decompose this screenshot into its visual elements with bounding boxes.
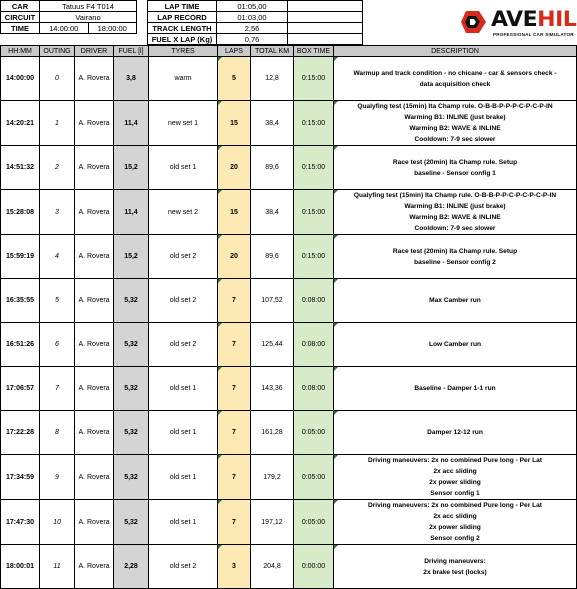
description-line: Low Camber run — [428, 341, 482, 348]
description-cell — [334, 57, 577, 101]
description-line: Warming B2: WAVE & INLINE — [409, 214, 501, 221]
comment-marker-icon — [334, 545, 338, 549]
fuel-cell: 11,4 — [114, 101, 149, 146]
description-cell — [334, 279, 577, 323]
description-line: Driving maneuvers: 2x no combined Pure long - Per Lat — [367, 502, 543, 509]
description-line: 2x acc sliding — [433, 468, 477, 475]
fuel-lap-value: 0,76 — [217, 34, 288, 45]
description-line: 2x acc sliding — [433, 513, 477, 520]
column-header: OUTING — [40, 46, 75, 57]
outing-cell: 7 — [40, 367, 75, 411]
circuit-label: CIRCUIT — [1, 12, 40, 23]
total-km-cell: 161,28 — [251, 411, 294, 455]
description-line: data acquisition check — [419, 80, 491, 88]
description-line: Qualyfing test (15min) Ita Champ rule. O-B-B-P-P-P-C-P-C-P-IN — [357, 103, 553, 110]
box-time-cell: 0:05:00 — [294, 411, 334, 455]
laps-cell: 7 — [218, 367, 251, 411]
description-cell — [334, 500, 577, 545]
tyres-cell: old set 2 — [149, 235, 218, 279]
lap-info-table — [147, 0, 363, 45]
comment-marker-icon — [218, 411, 222, 415]
description-line: Warmup and track condition - no chicane - car & sensors check - — [353, 69, 557, 77]
driver-cell: A. Rovera — [75, 235, 114, 279]
comment-marker-icon — [334, 367, 338, 371]
table-row — [1, 323, 577, 367]
total-km-cell: 197,12 — [251, 500, 294, 545]
description-line: baseline - Sensor config 1 — [414, 169, 496, 177]
description-line: Warming B1: INLINE (just brake) — [404, 203, 506, 210]
avehil-logo — [453, 6, 575, 40]
driver-cell: A. Rovera — [75, 279, 114, 323]
logo-tagline: PROFESSIONAL CAR SIMULATOR — [493, 32, 574, 37]
description-line: Race test (20min) Ita Champ rule. Setup — [392, 247, 518, 255]
outing-cell: 11 — [40, 545, 75, 589]
lap-time-value: 01:05,00 — [217, 1, 288, 12]
driver-cell: A. Rovera — [75, 545, 114, 589]
circuit-value: Vairano — [40, 12, 137, 23]
lap-record-label: LAP RECORD — [148, 12, 217, 23]
description-line: 2x power sliding — [429, 479, 481, 486]
description-cell — [334, 545, 577, 589]
total-km-cell: 38,4 — [251, 190, 294, 235]
comment-marker-icon — [218, 367, 222, 371]
description-cell — [334, 455, 577, 500]
laps-cell: 20 — [218, 146, 251, 190]
box-time-cell: 0:08:00 — [294, 279, 334, 323]
column-header: TYRES — [149, 46, 218, 57]
tyres-cell: old set 1 — [149, 500, 218, 545]
fuel-cell: 11,4 — [114, 190, 149, 235]
description-line: Sensor config 1 — [430, 490, 480, 497]
comment-marker-icon — [334, 146, 338, 150]
table-row — [1, 279, 577, 323]
fuel-cell: 5,32 — [114, 367, 149, 411]
time-cell: 14:00:00 — [1, 57, 40, 101]
outing-cell: 9 — [40, 455, 75, 500]
tyres-cell: old set 2 — [149, 323, 218, 367]
table-row — [1, 235, 577, 279]
outing-cell: 5 — [40, 279, 75, 323]
total-km-cell: 125,44 — [251, 323, 294, 367]
laps-cell: 7 — [218, 323, 251, 367]
fuel-cell: 5,32 — [114, 279, 149, 323]
fuel-cell: 5,32 — [114, 500, 149, 545]
fuel-cell: 5,32 — [114, 455, 149, 500]
total-km-cell: 38,4 — [251, 101, 294, 146]
comment-marker-icon — [218, 235, 222, 239]
outing-cell: 2 — [40, 146, 75, 190]
description-cell — [334, 411, 577, 455]
time-cell: 15:28:08 — [1, 190, 40, 235]
tyres-cell: old set 1 — [149, 455, 218, 500]
box-time-cell: 0:15:00 — [294, 57, 334, 101]
total-km-cell: 107,52 — [251, 279, 294, 323]
time-cell: 17:22:28 — [1, 411, 40, 455]
table-row — [1, 190, 577, 235]
time-end: 18:00:00 — [88, 23, 137, 34]
logo-wordmark: AVEHIL — [491, 7, 577, 31]
fuel-cell: 15,2 — [114, 235, 149, 279]
car-value: Tatuus F4 T014 — [40, 1, 137, 12]
comment-marker-icon — [334, 500, 338, 504]
description-line: Max Camber run — [429, 297, 481, 304]
tyres-cell: new set 1 — [149, 101, 218, 146]
fuel-cell: 5,32 — [114, 323, 149, 367]
driver-cell: A. Rovera — [75, 367, 114, 411]
box-time-cell: 0:08:00 — [294, 367, 334, 411]
description-line: Race test (20min) Ita Champ rule. Setup — [392, 158, 518, 166]
total-km-cell: 89,6 — [251, 235, 294, 279]
column-header: FUEL [l] — [114, 46, 149, 57]
box-time-cell: 0:15:00 — [294, 146, 334, 190]
table-row — [1, 57, 577, 101]
outing-cell: 1 — [40, 101, 75, 146]
total-km-cell: 89,6 — [251, 146, 294, 190]
time-start: 14:00:00 — [40, 23, 89, 34]
tyres-cell: old set 2 — [149, 545, 218, 589]
description-line: Cooldown: 7-9 sec slower — [414, 136, 496, 143]
driver-cell: A. Rovera — [75, 146, 114, 190]
lap-record-value: 01:03,00 — [217, 12, 288, 23]
total-km-cell: 12,8 — [251, 57, 294, 101]
total-km-cell: 179,2 — [251, 455, 294, 500]
avehil-logo-icon — [459, 8, 489, 36]
car-info-table — [0, 0, 137, 34]
comment-marker-icon — [334, 323, 338, 327]
tyres-cell: old set 2 — [149, 279, 218, 323]
comment-marker-icon — [334, 455, 338, 459]
comment-marker-icon — [334, 235, 338, 239]
time-cell: 17:47:30 — [1, 500, 40, 545]
laps-cell: 3 — [218, 545, 251, 589]
description-line: Warming B2: WAVE & INLINE — [409, 125, 501, 132]
column-header: DESCRIPTION — [334, 46, 577, 57]
table-row — [1, 411, 577, 455]
driver-cell: A. Rovera — [75, 101, 114, 146]
fuel-cell: 5,32 — [114, 411, 149, 455]
run-plan-table — [0, 45, 577, 589]
driver-cell: A. Rovera — [75, 500, 114, 545]
description-line: Warming B1: INLINE (just brake) — [404, 114, 506, 121]
laps-cell: 7 — [218, 455, 251, 500]
laps-cell: 15 — [218, 190, 251, 235]
session-header — [0, 0, 577, 44]
driver-cell: A. Rovera — [75, 455, 114, 500]
time-cell: 18:00:01 — [1, 545, 40, 589]
laps-cell: 5 — [218, 57, 251, 101]
comment-marker-icon — [218, 545, 222, 549]
time-cell: 17:06:57 — [1, 367, 40, 411]
fuel-cell: 2,28 — [114, 545, 149, 589]
box-time-cell: 0:05:00 — [294, 455, 334, 500]
tyres-cell: new set 2 — [149, 190, 218, 235]
table-row — [1, 455, 577, 500]
tyres-cell: old set 1 — [149, 367, 218, 411]
time-cell: 14:51:32 — [1, 146, 40, 190]
description-line: 2x power sliding — [429, 524, 481, 531]
fuel-cell: 3,8 — [114, 57, 149, 101]
driver-cell: A. Rovera — [75, 57, 114, 101]
driver-cell: A. Rovera — [75, 411, 114, 455]
time-cell: 14:20:21 — [1, 101, 40, 146]
time-cell: 16:51:26 — [1, 323, 40, 367]
comment-marker-icon — [334, 101, 338, 105]
time-cell: 16:35:55 — [1, 279, 40, 323]
column-header: DRIVER — [75, 46, 114, 57]
description-cell — [334, 101, 577, 146]
box-time-cell: 0:00:00 — [294, 545, 334, 589]
total-km-cell: 204,8 — [251, 545, 294, 589]
table-body — [1, 57, 577, 589]
table-row — [1, 367, 577, 411]
outing-cell: 6 — [40, 323, 75, 367]
description-cell — [334, 146, 577, 190]
outing-cell: 10 — [40, 500, 75, 545]
car-label: CAR — [1, 1, 40, 12]
comment-marker-icon — [334, 57, 338, 61]
description-cell — [334, 235, 577, 279]
description-line: Qualyfing test (15min) Ita Champ rule. O-B-B-P-P-C-P-C-P-C-P-IN — [353, 192, 557, 199]
outing-cell: 8 — [40, 411, 75, 455]
outing-cell: 4 — [40, 235, 75, 279]
track-length-label: TRACK LENGTH — [148, 23, 217, 34]
box-time-cell: 0:15:00 — [294, 190, 334, 235]
description-cell — [334, 323, 577, 367]
table-row — [1, 545, 577, 589]
column-header: LAPS — [218, 46, 251, 57]
comment-marker-icon — [334, 411, 338, 415]
description-line: Damper 12-12 run — [427, 429, 483, 436]
comment-marker-icon — [218, 455, 222, 459]
driver-cell: A. Rovera — [75, 190, 114, 235]
tyres-cell: old set 1 — [149, 146, 218, 190]
box-time-cell: 0:08:00 — [294, 323, 334, 367]
comment-marker-icon — [334, 279, 338, 283]
tyres-cell: warm — [149, 57, 218, 101]
total-km-cell: 143,36 — [251, 367, 294, 411]
box-time-cell: 0:05:00 — [294, 500, 334, 545]
description-line: Cooldown: 7-9 sec slower — [414, 225, 496, 232]
description-cell — [334, 190, 577, 235]
outing-cell: 3 — [40, 190, 75, 235]
lap-time-label: LAP TIME — [148, 1, 217, 12]
description-line: Driving maneuvers: 2x no combined Pure long - Per Lat — [367, 457, 543, 464]
outing-cell: 0 — [40, 57, 75, 101]
laps-cell: 7 — [218, 279, 251, 323]
time-label: TIME — [1, 23, 40, 34]
column-header: BOX TIME — [294, 46, 334, 57]
laps-cell: 15 — [218, 101, 251, 146]
box-time-cell: 0:15:00 — [294, 101, 334, 146]
laps-cell: 7 — [218, 411, 251, 455]
column-header: HH:MM — [1, 46, 40, 57]
table-header-row — [1, 46, 577, 57]
driver-cell: A. Rovera — [75, 323, 114, 367]
comment-marker-icon — [218, 101, 222, 105]
column-header: TOTAL KM — [251, 46, 294, 57]
table-row — [1, 500, 577, 545]
laps-cell: 20 — [218, 235, 251, 279]
time-cell: 15:59:19 — [1, 235, 40, 279]
comment-marker-icon — [218, 323, 222, 327]
comment-marker-icon — [218, 190, 222, 194]
laps-cell: 7 — [218, 500, 251, 545]
fuel-lap-label: FUEL X LAP (Kg) — [148, 34, 217, 45]
description-line: 2x brake test (locks) — [423, 568, 487, 576]
time-cell: 17:34:59 — [1, 455, 40, 500]
box-time-cell: 0:15:00 — [294, 235, 334, 279]
description-line: Driving maneuvers: — [424, 557, 486, 565]
comment-marker-icon — [218, 57, 222, 61]
comment-marker-icon — [218, 146, 222, 150]
fuel-cell: 15,2 — [114, 146, 149, 190]
description-line: baseline - Sensor config 2 — [414, 258, 496, 266]
comment-marker-icon — [218, 500, 222, 504]
tyres-cell: old set 1 — [149, 411, 218, 455]
table-row — [1, 101, 577, 146]
track-length-value: 2,56 — [217, 23, 288, 34]
description-line: Sensor config 2 — [430, 535, 480, 542]
description-cell — [334, 367, 577, 411]
comment-marker-icon — [334, 190, 338, 194]
table-row — [1, 146, 577, 190]
comment-marker-icon — [218, 279, 222, 283]
description-line: Baseline - Damper 1-1 run — [414, 385, 496, 392]
